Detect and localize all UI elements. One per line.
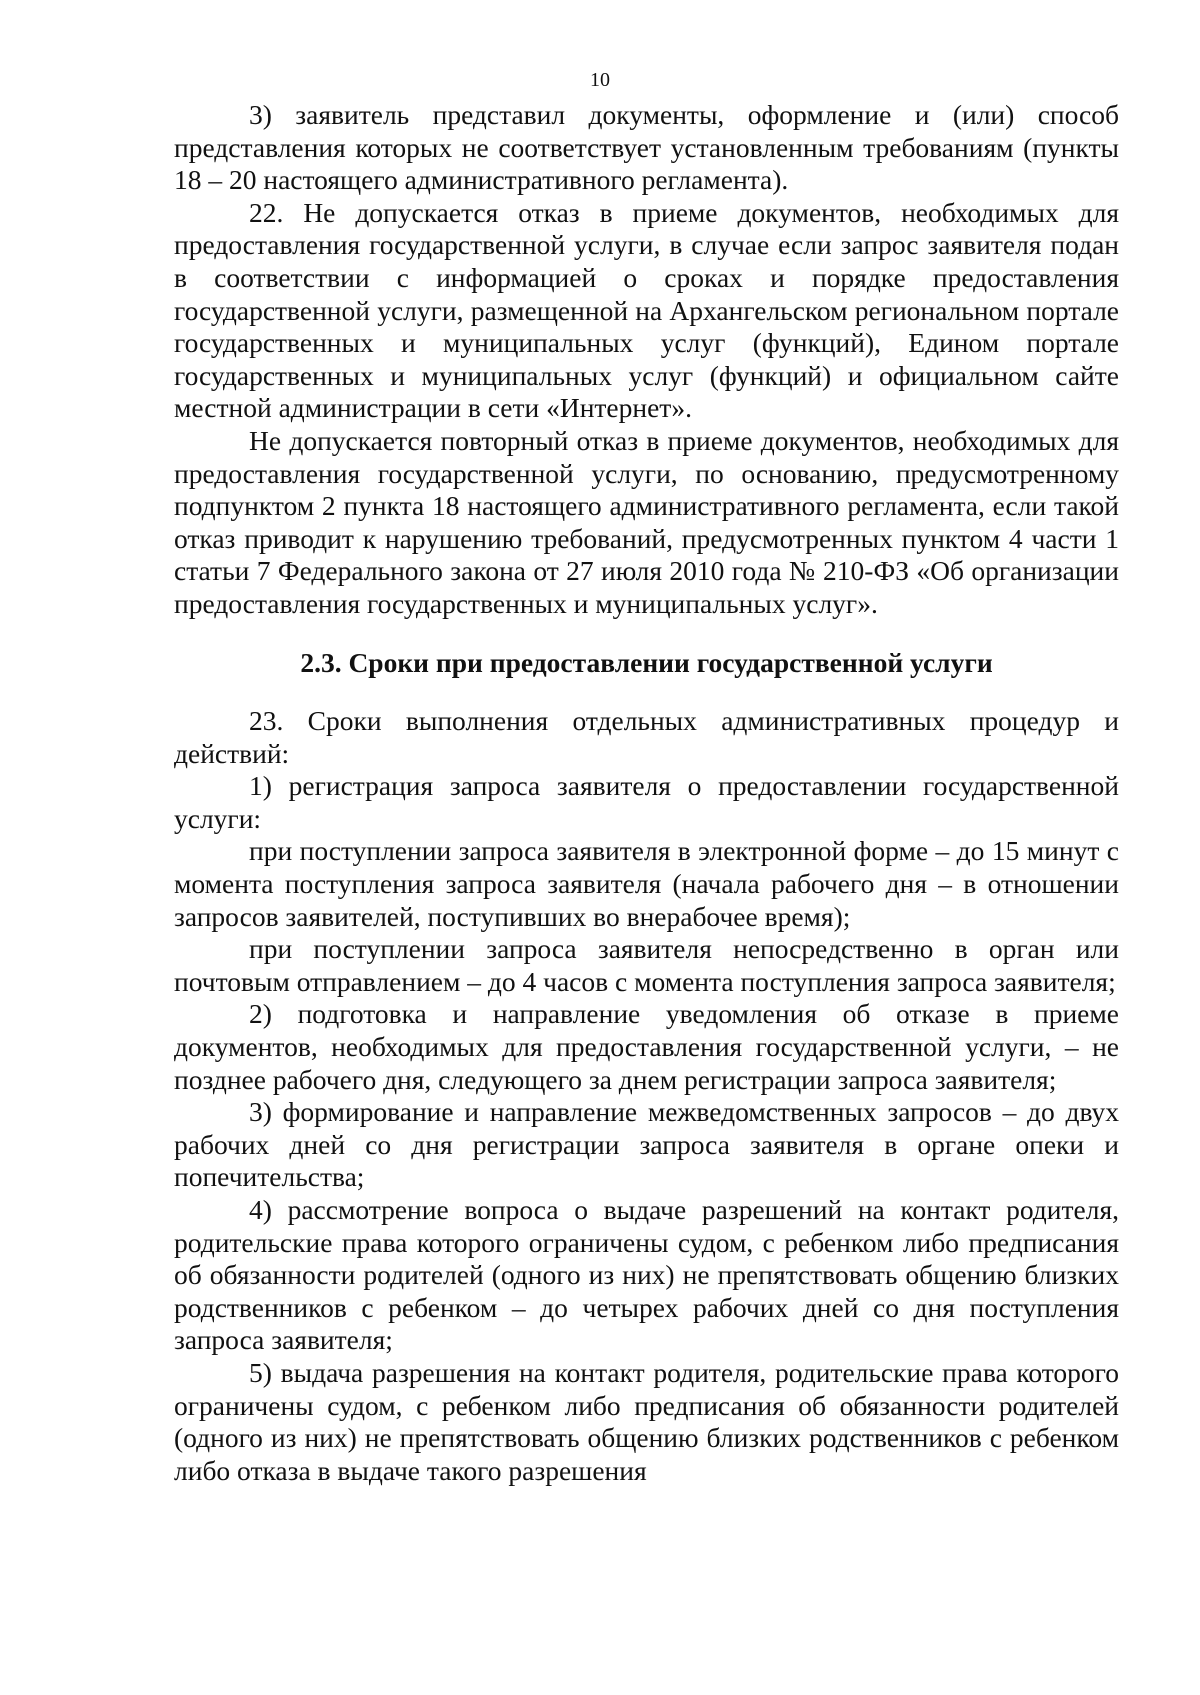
paragraph-clause-22: 22. Не допускается отказ в приеме документов, необходимых для предоставления государственной услуги, в случае если запрос заявителя подан в соответствии с информацией о сроках и порядке предоставления государственной услуги, размещенной на Архангельском региональном портале государственных и муниципальных услуг (функций), Едином портале государственных и муниципальных услуг (функций) и официальном сайте местной администрации в сети «Интернет». <box>174 196 1119 424</box>
paragraph-electronic-request: при поступлении запроса заявителя в электронной форме – до 15 минут с момента поступления запроса заявителя (начала рабочего дня – в отношении запросов заявителей, поступивших во внерабочее время); <box>174 835 1119 932</box>
paragraph-item-2-refusal-notice: 2) подготовка и направление уведомления об отказе в приеме документов, необходимых для предоставления государственной услуги, – не позднее рабочего дня, следующего за днем регистрации запроса заявителя; <box>174 998 1119 1095</box>
paragraph-item-3-interagency-requests: 3) формирование и направление межведомственных запросов – до двух рабочих дней со дня регистрации запроса заявителя в органе опеки и попечительства; <box>174 1096 1119 1193</box>
paragraph-clause-23: 23. Сроки выполнения отдельных административных процедур и действий: <box>174 705 1119 769</box>
page-number: 10 <box>590 69 610 91</box>
paragraph-direct-request: при поступлении запроса заявителя непосредственно в орган или почтовым отправлением – до 4 часов с момента поступления запроса заявителя; <box>174 933 1119 997</box>
paragraph-item-3-applicant-documents: 3) заявитель представил документы, оформление и (или) способ представления которых не соответствует установленным требованиям (пункты 18 – 20 настоящего административного регламента). <box>174 99 1119 196</box>
paragraph-item-4-consideration: 4) рассмотрение вопроса о выдаче разрешений на контакт родителя, родительские права которого ограничены судом, с ребенком либо предписания об обязанности родителей (одного из них) не препятствовать общению близких родственников с ребенком – до четырех рабочих дней со дня поступления запроса заявителя; <box>174 1194 1119 1356</box>
section-heading: 2.3. Сроки при предоставлении государственной услуги <box>300 646 993 678</box>
page-body <box>174 99 1119 1487</box>
paragraph-item-1-registration: 1) регистрация запроса заявителя о предоставлении государственной услуги: <box>174 770 1119 834</box>
paragraph-item-5-issuance: 5) выдача разрешения на контакт родителя, родительские права которого ограничены судом, с ребенком либо предписания об обязанности родителей (одного из них) не препятствовать общению близких родственников с ребенком либо отказа в выдаче такого разрешения <box>174 1356 1119 1486</box>
paragraph-repeated-refusal: Не допускается повторный отказ в приеме документов, необходимых для предоставления государственной услуги, по основанию, предусмотренному подпунктом 2 пункта 18 настоящего административного регламента, если такой отказ приводит к нарушению требований, предусмотренных пунктом 4 части 1 статьи 7 Федерального закона от 27 июля 2010 года № 210-ФЗ «Об организации предоставления государственных и муниципальных услуг». <box>174 424 1119 619</box>
